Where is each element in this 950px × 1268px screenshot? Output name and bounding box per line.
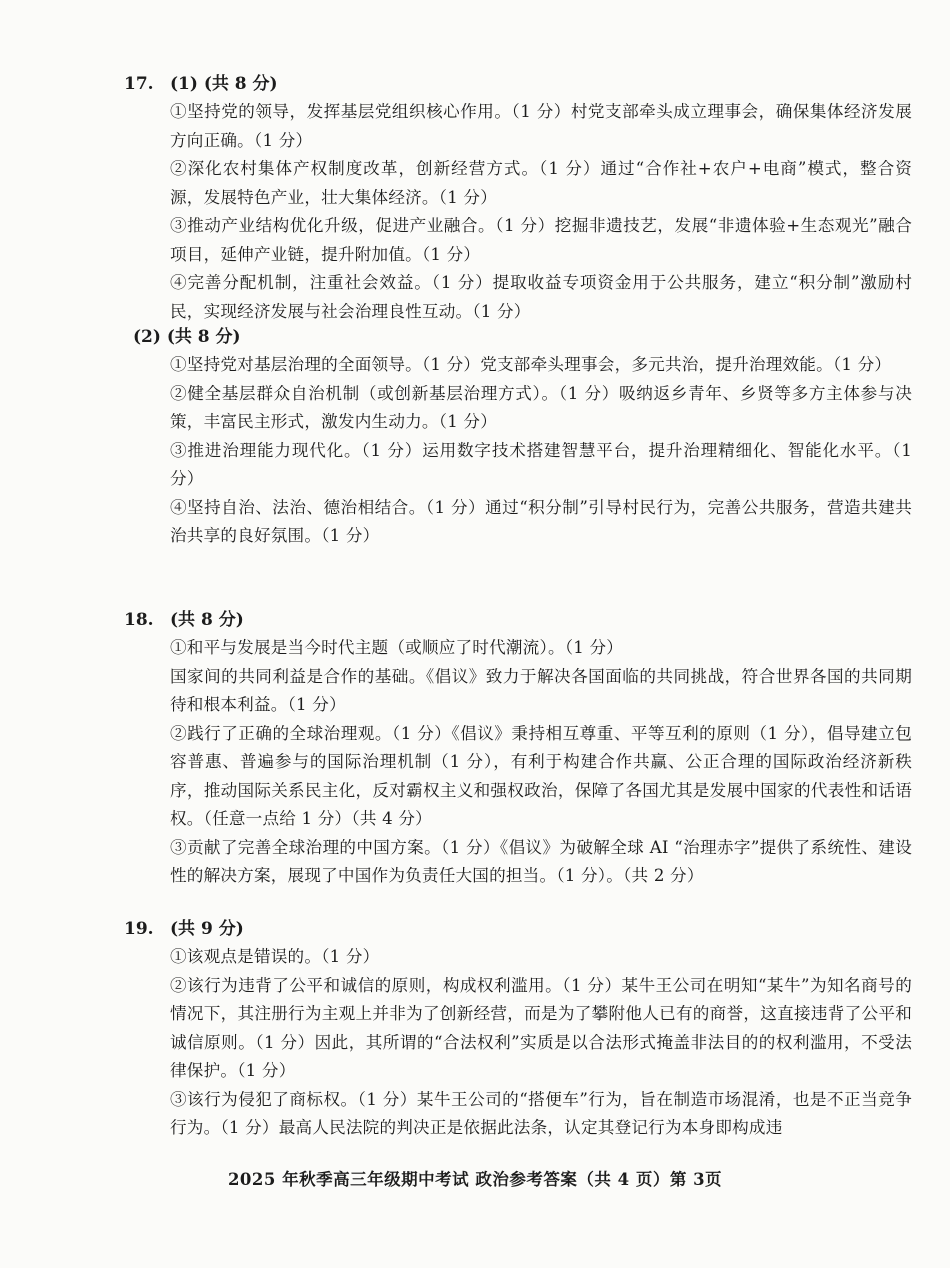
q18-number: 18. [124,610,154,630]
q17-header [124,70,278,98]
page-footer: 2025 年秋季高三年级期中考试 政治参考答案（共 4 页）第 3页 [227,1170,723,1189]
q17-part2-point-3: ③推进治理能力现代化。（1 分）运用数字技术搭建智慧平台，提升治理精细化、智能化水平。（1 分） [170,440,912,488]
q19-header [124,915,244,943]
q19-point-1: ①该观点是错误的。（1 分） [170,947,380,966]
q18-point-2: ②践行了正确的全球治理观。（1 分）《倡议》秉持相互尊重、平等互利的原则（1 分），倡导建立包容普惠、普遍参与的国际治理机制（1 分），有利于构建合作共赢、公正合理的国际政治经济新秩序，推动国际关系民主化，反对霸权主义和强权政治，保障了各国尤其是发展中国家的代表性和话语权。（任意一点给 1 分）（共 4 分） [170,723,912,828]
q17-part2-answers [170,351,912,551]
q18-header [124,606,244,634]
q17-part2-heading: (2) (共 8 分) [133,327,241,347]
q17-part1-point-1: ①坚持党的领导，发挥基层党组织核心作用。（1 分）村党支部牵头成立理事会，确保集体经济发展方向正确。（1 分） [170,102,912,150]
q18-point-1: ①和平与发展是当今时代主题（或顺应了时代潮流）。（1 分） [170,638,624,657]
q17-part2-point-1: ①坚持党对基层治理的全面领导。（1 分）党支部牵头理事会，多元共治，提升治理效能。（1 分） [170,355,892,374]
q17-part2-point-4: ④坚持自治、法治、德治相结合。（1 分）通过“积分制”引导村民行为，完善公共服务，营造共建共治共享的良好氛围。（1 分） [170,497,912,545]
q17-part1-point-4: ④完善分配机制，注重社会效益。（1 分）提取收益专项资金用于公共服务，建立“积分制”激励村民，实现经济发展与社会治理良性互动。（1 分） [170,273,912,321]
q19-point-3: ③该行为侵犯了商标权。（1 分）某牛王公司的“搭便车”行为，旨在制造市场混淆，也是不正当竞争行为。（1 分）最高人民法院的判决正是依据此法条，认定其登记行为本身即构成违 [170,1089,912,1137]
q17-part1-point-3: ③推动产业结构优化升级，促进产业融合。（1 分）挖掘非遗技艺，发展“非遗体验+生态观光”融合项目，延伸产业链，提升附加值。（1 分） [170,216,912,264]
q19-number: 19. [124,919,154,939]
q17-part1-point-2: ②深化农村集体产权制度改革，创新经营方式。（1 分）通过“合作社+农户+电商”模式，整合资源，发展特色产业，壮大集体经济。（1 分） [170,159,912,207]
q17-number: 17. [124,74,154,94]
q19-point-2: ②该行为违背了公平和诚信的原则，构成权利滥用。（1 分）某牛王公司在明知“某牛”为知名商号的情况下，其注册行为主观上并非为了创新经营，而是为了攀附他人已有的商誉，这直接违背了公平和诚信原则。（1 分）因此，其所谓的“合法权利”实质是以合法形式掩盖非法目的的权利滥用，不受法律保护。（1 分） [170,975,912,1080]
q18-heading: (共 8 分) [170,610,244,630]
q18-answers [170,634,912,891]
q17-part2-point-2: ②健全基层群众自治机制（或创新基层治理方式）。（1 分）吸纳返乡青年、乡贤等多方主体参与决策，丰富民主形式，激发内生动力。（1 分） [170,383,912,431]
q17-part1-answers [170,98,912,326]
q19-answers [170,943,912,1143]
q18-point-1-detail: 国家间的共同利益是合作的基础。《倡议》致力于解决各国面临的共同挑战，符合世界各国的共同期待和根本利益。（1 分） [170,666,912,714]
q17-part1-heading: (1) (共 8 分) [170,74,278,94]
q18-point-3: ③贡献了完善全球治理的中国方案。（1 分）《倡议》为破解全球 AI “治理赤字”提供了系统性、建设性的解决方案，展现了中国作为负责任大国的担当。（1 分）。（共 2 分） [170,837,912,885]
q19-heading: (共 9 分) [170,919,244,939]
